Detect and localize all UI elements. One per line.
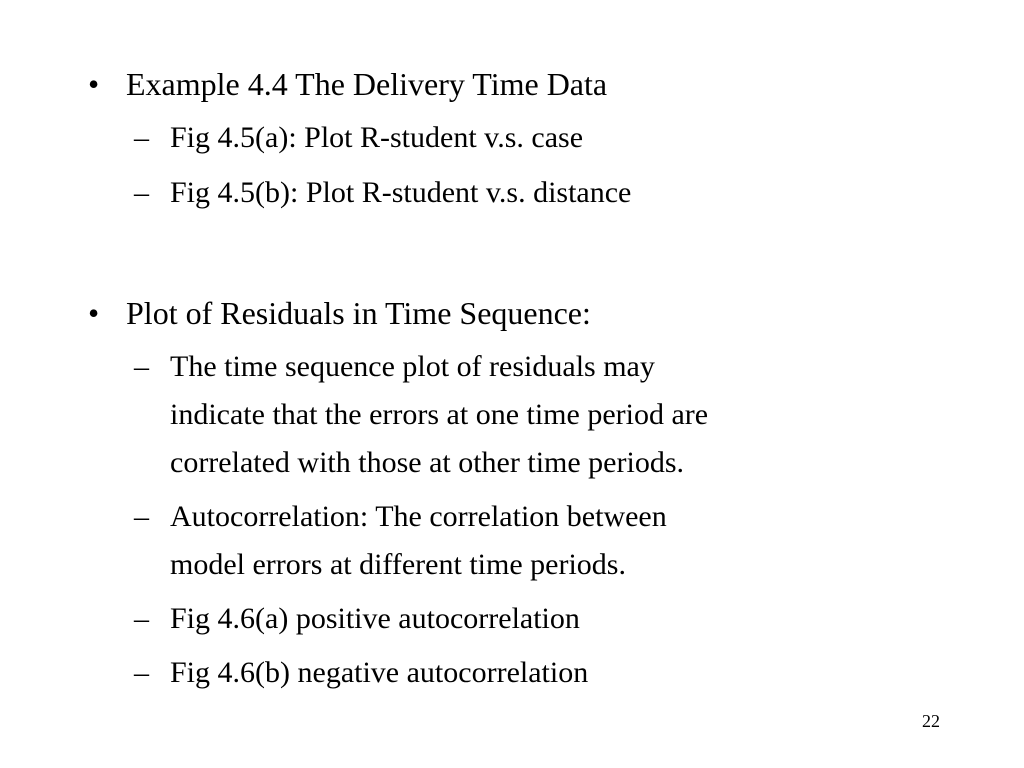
sub-item <box>134 656 968 690</box>
dash-icon: – <box>134 602 149 635</box>
sub-item-line: Fig 4.6(b) negative autocorrelation <box>170 656 589 689</box>
bullet-item <box>88 294 968 332</box>
sub-item <box>134 602 968 636</box>
page-number: 22 <box>922 711 940 731</box>
sub-item-text <box>170 121 968 155</box>
bullet-text: Plot of Residuals in Time Sequence: <box>126 295 591 331</box>
bullet-item <box>88 65 968 103</box>
sub-item-text <box>170 176 968 210</box>
sub-item-line: correlated with those at other time periods. <box>170 446 684 479</box>
dash-icon: – <box>134 656 149 689</box>
sub-item-line: Autocorrelation: The correlation between <box>170 500 667 533</box>
sub-list <box>134 350 968 690</box>
sub-item-line: model errors at different time periods. <box>170 548 626 581</box>
sub-item-text <box>170 500 968 582</box>
dash-icon: – <box>134 500 149 533</box>
dash-icon: – <box>134 350 149 383</box>
sub-item <box>134 176 968 210</box>
bullet-icon: • <box>88 66 100 102</box>
sub-item-text <box>170 602 968 636</box>
section-delivery-time <box>88 65 968 210</box>
bullet-icon: • <box>88 295 100 331</box>
sub-item-line: indicate that the errors at one time period are <box>170 398 709 431</box>
dash-icon: – <box>134 121 149 154</box>
sub-item-text <box>170 656 968 690</box>
sub-item <box>134 121 968 155</box>
sub-item-text <box>170 350 968 480</box>
sub-item-line: The time sequence plot of residuals may <box>170 350 655 383</box>
bullet-text: Example 4.4 The Delivery Time Data <box>126 66 608 102</box>
sub-item <box>134 350 968 480</box>
sub-item-line: Fig 4.5(a): Plot R-student v.s. case <box>170 121 584 154</box>
sub-item-line: Fig 4.5(b): Plot R-student v.s. distance <box>170 176 632 209</box>
sub-item-line: Fig 4.6(a) positive autocorrelation <box>170 602 580 635</box>
dash-icon: – <box>134 176 149 209</box>
section-residuals-time-sequence <box>88 294 968 690</box>
sub-list <box>134 121 968 210</box>
sub-item <box>134 500 968 582</box>
